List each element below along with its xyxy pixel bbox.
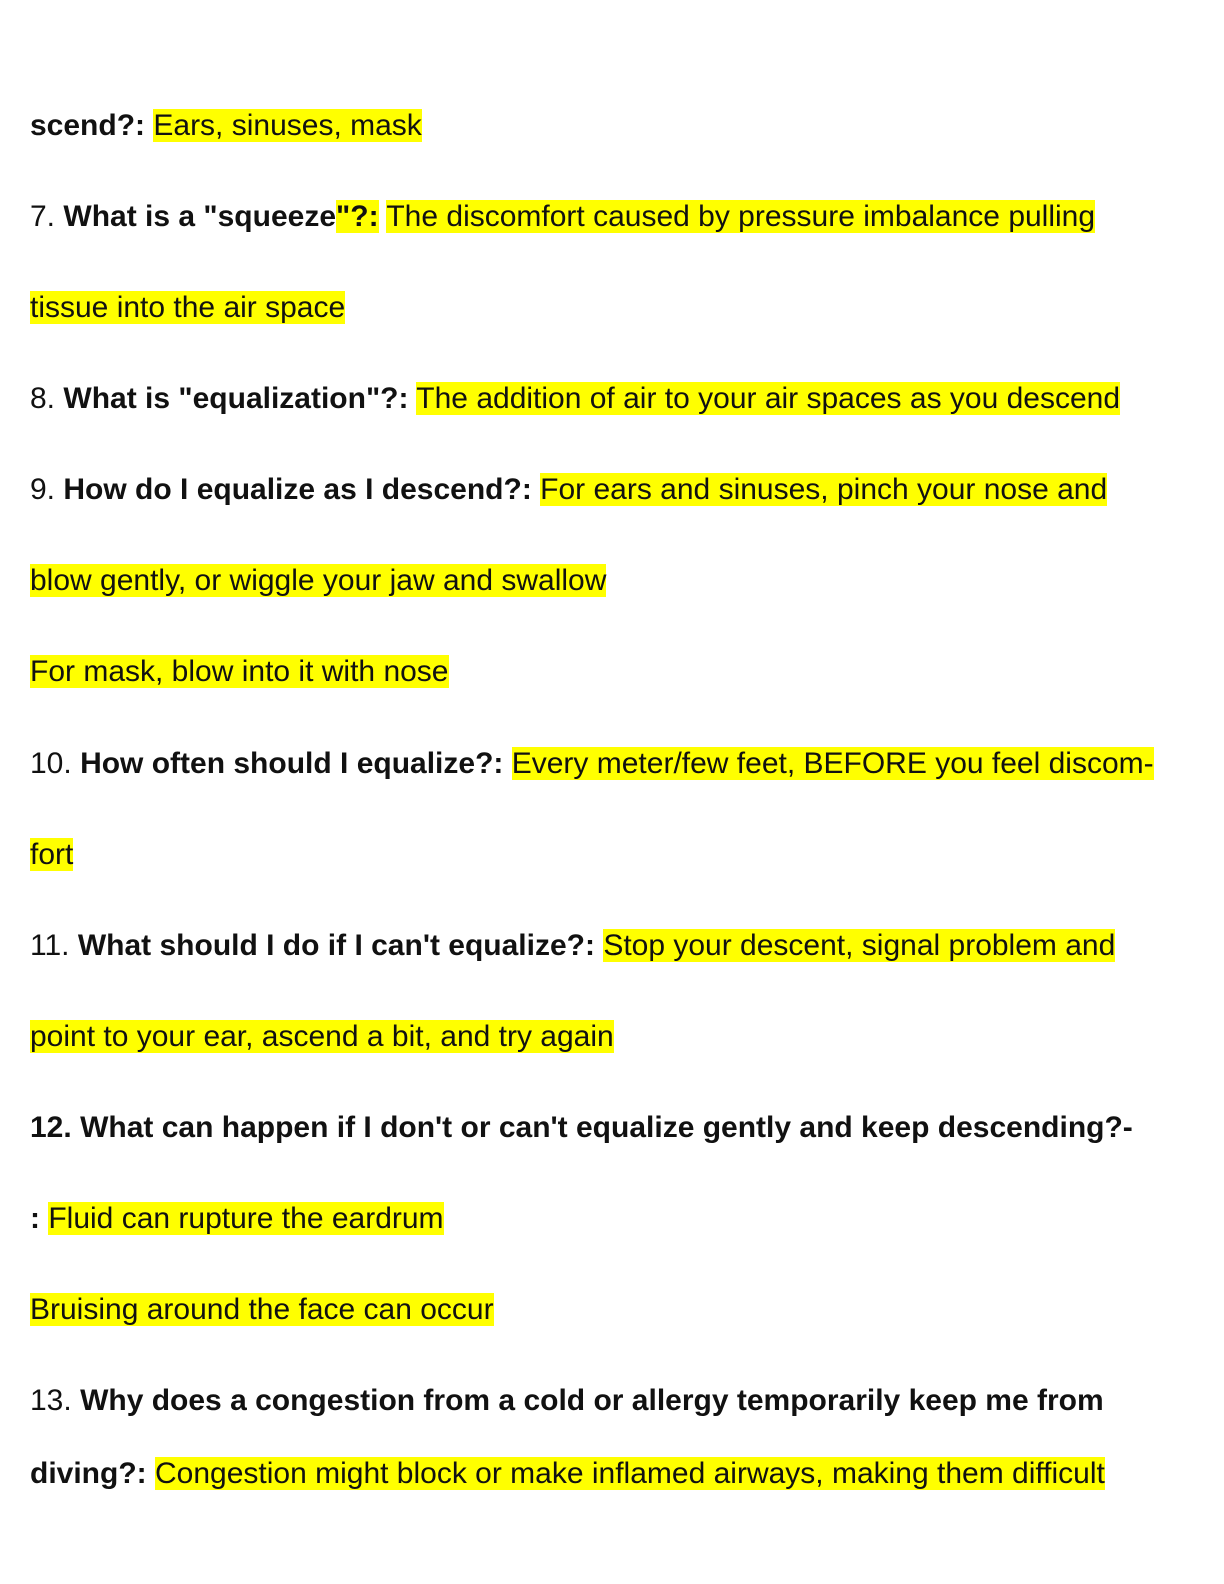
- question-number: 8.: [30, 382, 56, 415]
- question-text: What is a "squeeze: [63, 200, 337, 233]
- question-text: :: [30, 1202, 40, 1235]
- highlighted-answer: Stop your descent, signal problem and: [603, 929, 1116, 962]
- question-text: Why does a congestion from a cold or allergy temporarily keep me from: [80, 1384, 1104, 1417]
- question-11: [30, 928, 1115, 964]
- question-number: 10.: [30, 747, 72, 780]
- question-text: How do I equalize as I descend?:: [63, 473, 532, 506]
- answer-line-6-tail: [30, 108, 422, 144]
- answer-13-partial: [30, 1456, 1105, 1492]
- question-number: 7.: [30, 200, 56, 233]
- question-text: How often should I equalize?:: [80, 747, 504, 780]
- highlighted-answer: fort: [30, 838, 74, 871]
- question-text: scend?:: [30, 109, 146, 142]
- question-number: 9.: [30, 473, 56, 506]
- answer-12-bruising: [30, 1292, 494, 1328]
- question-9: [30, 472, 1107, 508]
- highlighted-answer: Ears, sinuses, mask: [153, 109, 422, 142]
- question-7: [30, 199, 1095, 235]
- answer-9-continued: [30, 563, 606, 599]
- highlighted-answer: For ears and sinuses, pinch your nose and: [540, 473, 1108, 506]
- highlighted-answer: Fluid can rupture the eardrum: [48, 1202, 444, 1235]
- question-10: [30, 746, 1154, 782]
- answer-10-continued: [30, 837, 73, 873]
- highlighted-answer: For mask, blow into it with nose: [30, 655, 449, 688]
- question-text: diving?:: [30, 1457, 147, 1490]
- question-number: 13.: [30, 1384, 72, 1417]
- highlighted-answer: Every meter/few feet, BEFORE you feel discom-: [511, 747, 1154, 780]
- highlighted-answer: tissue into the air space: [30, 291, 346, 324]
- answer-12: [30, 1201, 444, 1237]
- question-text: What is "equalization"?:: [63, 382, 409, 415]
- highlighted-answer: The addition of air to your air spaces as you descend: [416, 382, 1121, 415]
- answer-9-mask: [30, 654, 449, 690]
- question-text-highlighted: "?:: [336, 200, 379, 233]
- highlighted-answer: point to your ear, ascend a bit, and try again: [30, 1020, 614, 1053]
- highlighted-answer: Bruising around the face can occur: [30, 1293, 494, 1326]
- answer-11-continued: [30, 1019, 614, 1055]
- highlighted-answer: Congestion might block or make inflamed airways, making them difficult: [155, 1457, 1105, 1490]
- clipped-line-at-page-bottom: [30, 1457, 1160, 1492]
- highlighted-answer: The discomfort caused by pressure imbalance pulling: [386, 200, 1096, 233]
- question-text: What can happen if I don't or can't equalize gently and keep descending?-: [80, 1111, 1133, 1144]
- question-number: 11.: [30, 929, 70, 962]
- question-number: 12.: [30, 1111, 72, 1144]
- highlighted-answer: blow gently, or wiggle your jaw and swallow: [30, 564, 607, 597]
- answer-7-continued: [30, 290, 345, 326]
- question-13: [30, 1383, 1104, 1419]
- question-12: [30, 1110, 1133, 1146]
- question-text: What should I do if I can't equalize?:: [77, 929, 595, 962]
- question-8: [30, 381, 1120, 417]
